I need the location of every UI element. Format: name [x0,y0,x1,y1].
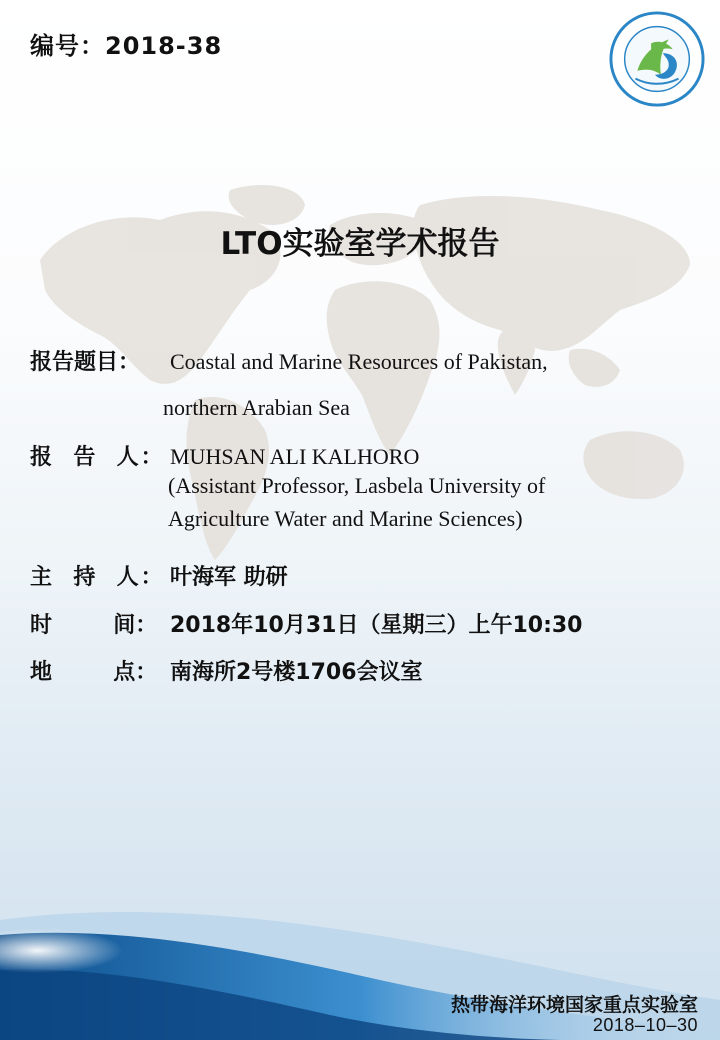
host-row [30,560,288,591]
topic-row [30,345,548,376]
topic-line-1: Coastal and Marine Resources of Pakistan, [170,349,548,374]
speaker-affiliation-line-1: (Assistant Professor, Lasbela University of [168,473,546,498]
time-label: 时 间： [30,613,158,638]
lab-logo-icon [608,10,706,108]
place-value: 南海所2号楼1706会议室 [170,660,423,685]
host-name: 叶海军 助研 [170,565,288,590]
southeast-asia-shape [569,349,620,387]
serial-number [30,26,222,61]
speaker-name: MUHSAN ALI KALHORO [170,444,420,469]
organizer-name: 热带海洋环境国家重点实验室 [450,994,698,1016]
host-label: 主 持 人： [30,565,165,590]
topic-line-2: northern Arabian Sea [163,395,350,420]
time-row [30,608,583,639]
topic-label: 报告题目： [30,350,141,375]
issue-date: 2018–10–30 [592,1015,698,1035]
page-title: LTO实验室学术报告 [220,226,500,262]
australia-shape [583,431,683,499]
speaker-affiliation-line-2: Agriculture Water and Marine Sciences) [168,506,523,531]
time-value: 2018年10月31日（星期三）上午10:30 [170,613,583,638]
speaker-label: 报 告 人： [30,445,165,470]
serial-label: 编号： [30,32,105,60]
place-label: 地 点： [30,660,158,685]
place-row [30,655,423,686]
serial-value: 2018-38 [105,32,223,60]
speaker-row [30,440,419,471]
